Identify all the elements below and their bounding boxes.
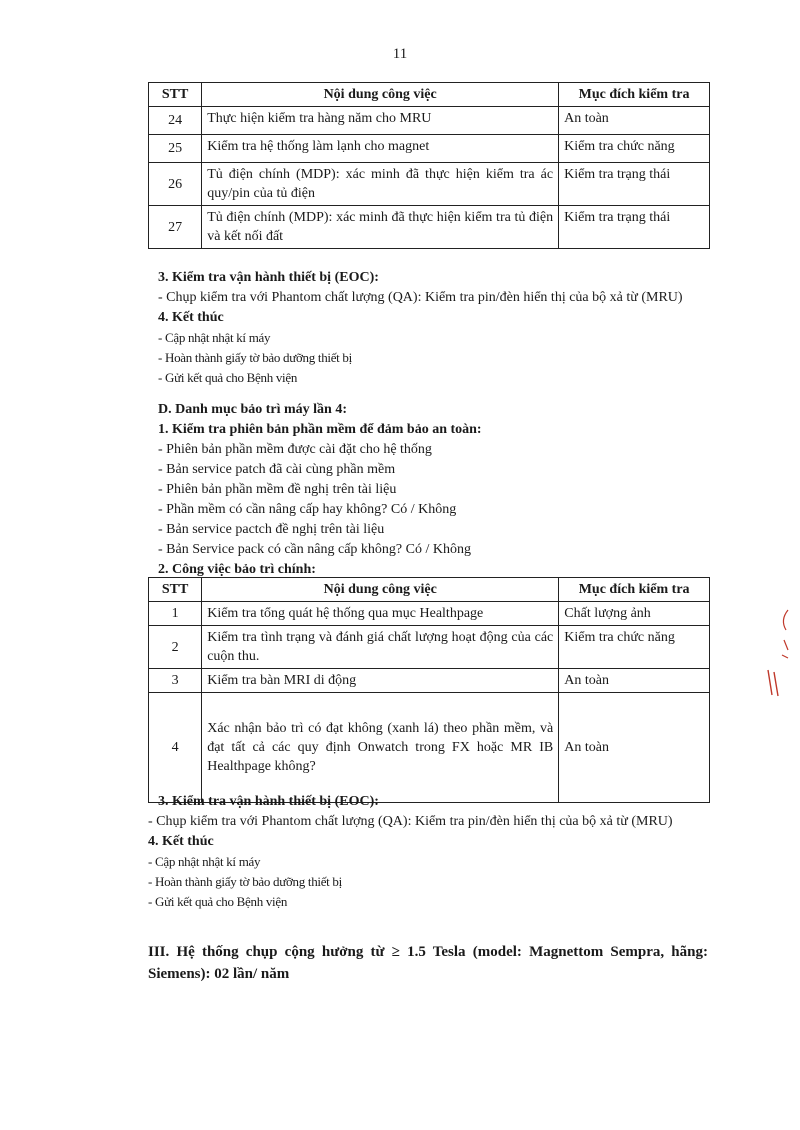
row-stt: 1: [149, 602, 202, 626]
end-item: - Cập nhật nhật kí máy: [148, 854, 261, 869]
software-item: - Bản Service pack có cần nâng cấp không? Có / Không: [158, 542, 471, 557]
row-content: Tủ điện chính (MDP): xác minh đã thực hiện kiểm tra tủ điện và kết nối đất: [202, 206, 559, 249]
row-purpose: An toàn: [559, 669, 710, 693]
software-item: - Phần mềm có cần nâng cấp hay không? Có / Không: [158, 502, 457, 517]
row-content: Kiểm tra hệ thống làm lạnh cho magnet: [202, 135, 559, 163]
eoc-section-a: [148, 268, 708, 388]
row-content: Kiểm tra tổng quát hệ thống qua mục Healthpage: [202, 602, 559, 626]
row-purpose: Kiểm tra chức năng: [559, 135, 710, 163]
end-item: - Gửi kết quả cho Bệnh viện: [148, 894, 288, 909]
main-maintenance-heading: 2. Công việc bảo trì chính:: [158, 562, 316, 577]
end-item: - Gửi kết quả cho Bệnh viện: [158, 370, 298, 385]
section-d: [148, 400, 708, 580]
table-row: [149, 693, 710, 803]
header-stt: STT: [149, 83, 202, 107]
eoc-text-line: - Chụp kiểm tra với Phantom chất lượng (QA): Kiểm tra pin/đèn hiển thị của bộ xả từ (MRU): [158, 290, 683, 305]
table-row: [149, 135, 710, 163]
header-purpose: Mục đích kiểm tra: [559, 83, 710, 107]
page-number: 11: [392, 46, 408, 62]
row-content: Xác nhận bảo trì có đạt không (xanh lá) theo phần mềm, và đạt tất cả các quy định Onwatch trong FX hoặc MR IB Healthpage không?: [202, 693, 559, 803]
eoc-text: - Chụp kiểm tra với Phantom chất lượng (QA): Kiểm tra pin/đèn hiển thị của bộ xả từ (MRU): [148, 814, 673, 829]
eoc-heading: 3. Kiểm tra vận hành thiết bị (EOC):: [158, 270, 379, 285]
row-purpose: An toàn: [559, 107, 710, 135]
software-item: - Phiên bản phần mềm được cài đặt cho hệ thống: [158, 442, 432, 457]
row-purpose: Kiểm tra trạng thái: [559, 163, 710, 206]
eoc-heading: 3. Kiểm tra vận hành thiết bị (EOC):: [158, 794, 379, 809]
table-header-row: [149, 578, 710, 602]
end-item: - Cập nhật nhật kí máy: [158, 330, 271, 345]
section-d-heading: D. Danh mục bảo trì máy lần 4:: [158, 402, 348, 417]
software-item: - Bản service pactch đề nghị trên tài liệu: [158, 522, 385, 537]
row-purpose: Chất lượng ảnh: [559, 602, 710, 626]
header-stt: STT: [149, 578, 202, 602]
row-purpose: An toàn: [559, 693, 710, 803]
header-purpose: Mục đích kiểm tra: [559, 578, 710, 602]
end-item: - Hoàn thành giấy tờ bảo dưỡng thiết bị: [158, 350, 352, 365]
table-row: [149, 107, 710, 135]
row-content: Thực hiện kiểm tra hàng năm cho MRU: [202, 107, 559, 135]
row-stt: 27: [149, 206, 202, 249]
end-heading: 4. Kết thúc: [148, 834, 214, 849]
row-content: Tủ điện chính (MDP): xác minh đã thực hiện kiểm tra ác quy/pin của tủ điện: [202, 163, 559, 206]
maintenance-table-continued: [148, 82, 710, 249]
eoc-section-b: [148, 792, 708, 912]
table-row: [149, 669, 710, 693]
row-stt: 4: [149, 693, 202, 803]
eoc-text: [148, 288, 708, 308]
handwritten-margin-mark: [758, 600, 798, 700]
row-stt: 25: [149, 135, 202, 163]
section-iii-title: III. Hệ thống chụp cộng hưởng từ ≥ 1.5 Tesla (model: Magnettom Sempra, hãng: Siemens): 02 lần/ năm: [148, 944, 708, 982]
row-stt: 3: [149, 669, 202, 693]
end-item: - Hoàn thành giấy tờ bảo dưỡng thiết bị: [148, 874, 342, 889]
row-stt: 26: [149, 163, 202, 206]
table-row: [149, 626, 710, 669]
header-content: Nội dung công việc: [202, 578, 559, 602]
row-content: Kiểm tra tình trạng và đánh giá chất lượng hoạt động của các cuộn thu.: [202, 626, 559, 669]
table-header-row: [149, 83, 710, 107]
software-check-heading: 1. Kiểm tra phiên bản phần mềm để đảm bảo an toàn:: [158, 422, 482, 437]
maintenance-table-4: [148, 577, 710, 803]
row-stt: 24: [149, 107, 202, 135]
software-item: - Phiên bản phần mềm đề nghị trên tài liệu: [158, 482, 397, 497]
end-heading: 4. Kết thúc: [158, 310, 224, 325]
table-row: [149, 602, 710, 626]
row-purpose: Kiểm tra chức năng: [559, 626, 710, 669]
row-content: Kiểm tra bàn MRI di động: [202, 669, 559, 693]
table-row: [149, 163, 710, 206]
table-row: [149, 206, 710, 249]
row-purpose: Kiểm tra trạng thái: [559, 206, 710, 249]
header-content: Nội dung công việc: [202, 83, 559, 107]
row-stt: 2: [149, 626, 202, 669]
software-item: - Bản service patch đã cài cùng phần mềm: [158, 462, 396, 477]
